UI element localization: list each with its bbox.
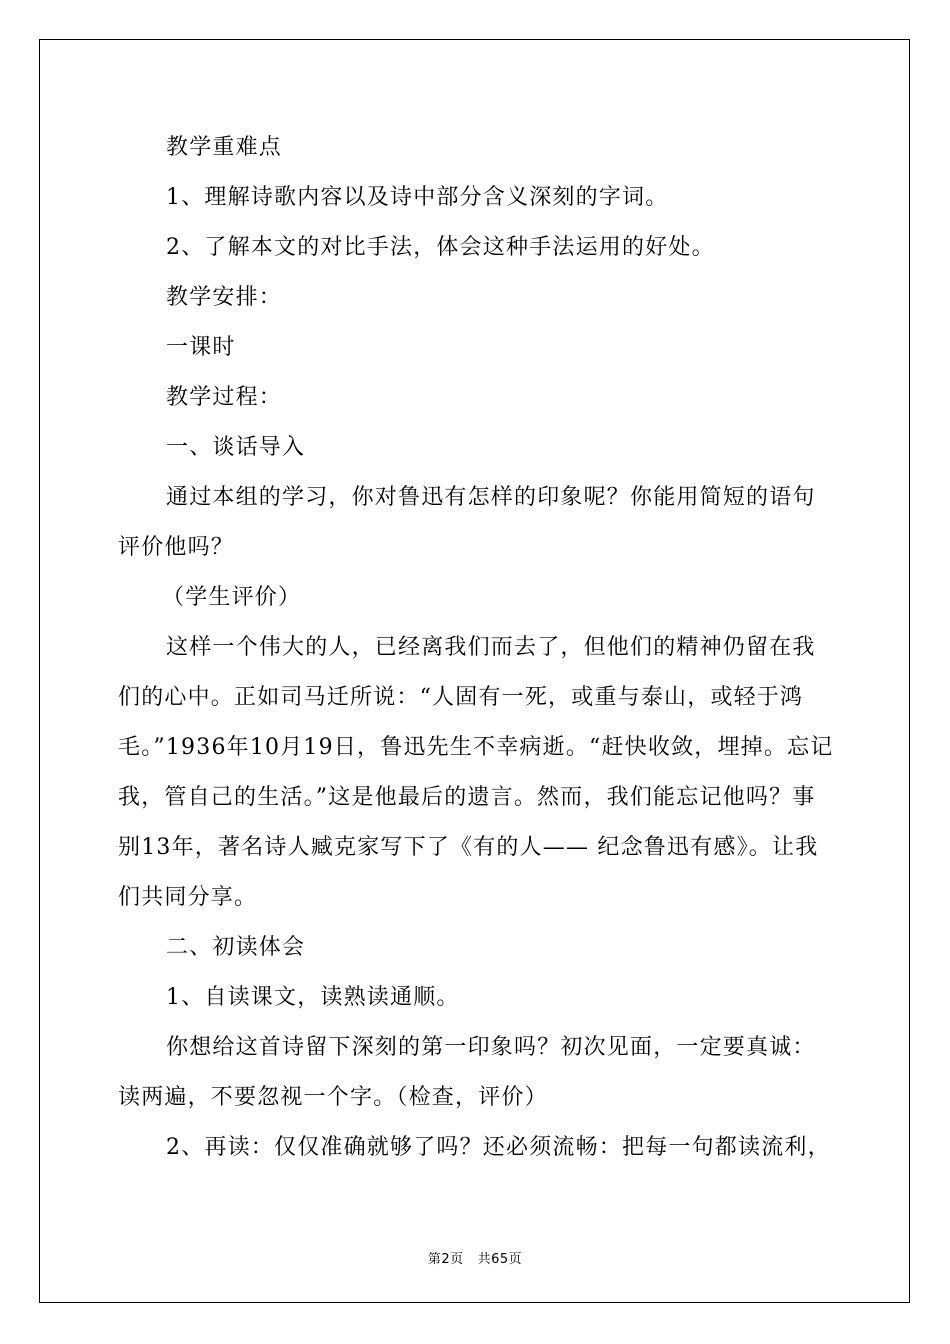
page-footer: [0, 1248, 950, 1267]
reading-step-1: 1、自读课文，读熟读通顺。: [166, 985, 460, 1010]
page-total: 共65页: [477, 1252, 523, 1267]
heading-arrangement: 教学安排：: [166, 285, 283, 310]
point-item-2: 2、了解本文的对比手法，体会这种手法运用的好处。: [166, 235, 715, 260]
page-number: 第2页: [427, 1252, 464, 1267]
section-heading-intro: 一、谈话导入: [166, 435, 306, 460]
intro-question: 通过本组的学习，你对鲁迅有怎样的印象呢？你能用简短的语句评价他吗？: [118, 485, 816, 560]
document-body: [118, 123, 838, 1173]
reading-step-2: 2、再读：仅仅准确就够了吗？还必须流畅：把每一句都读流利，: [166, 1135, 831, 1160]
heading-process: 教学过程：: [166, 385, 283, 410]
point-item-1: 1、理解诗歌内容以及诗中部分含义深刻的字词。: [166, 185, 669, 210]
intro-narrative: 这样一个伟大的人，已经离我们而去了，但他们的精神仍留在我们的心中。正如司马迁所说：“人固有一死，或重与泰山，或轻于鸿毛。”1936年10月19日，鲁迅先生不幸病逝。“赶快收敛，埋掉。忘记我，管自己的生活。”这是他最后的遗言。然而，我们能忘记他吗？事别13年，著名诗人臧克家写下了《有的人—— 纪念鲁迅有感》。让我们共同分享。: [118, 635, 834, 910]
reading-step-1-detail: 你想给这首诗留下深刻的第一印象吗？初次见面，一定要真诚：读两遍，不要忽视一个字。（检查，评价）: [118, 1035, 816, 1110]
heading-key-points: 教学重难点: [166, 135, 283, 160]
student-evaluation-note: （学生评价）: [162, 585, 302, 610]
section-heading-first-reading: 二、初读体会: [166, 935, 306, 960]
arrangement-value: 一课时: [166, 335, 236, 360]
